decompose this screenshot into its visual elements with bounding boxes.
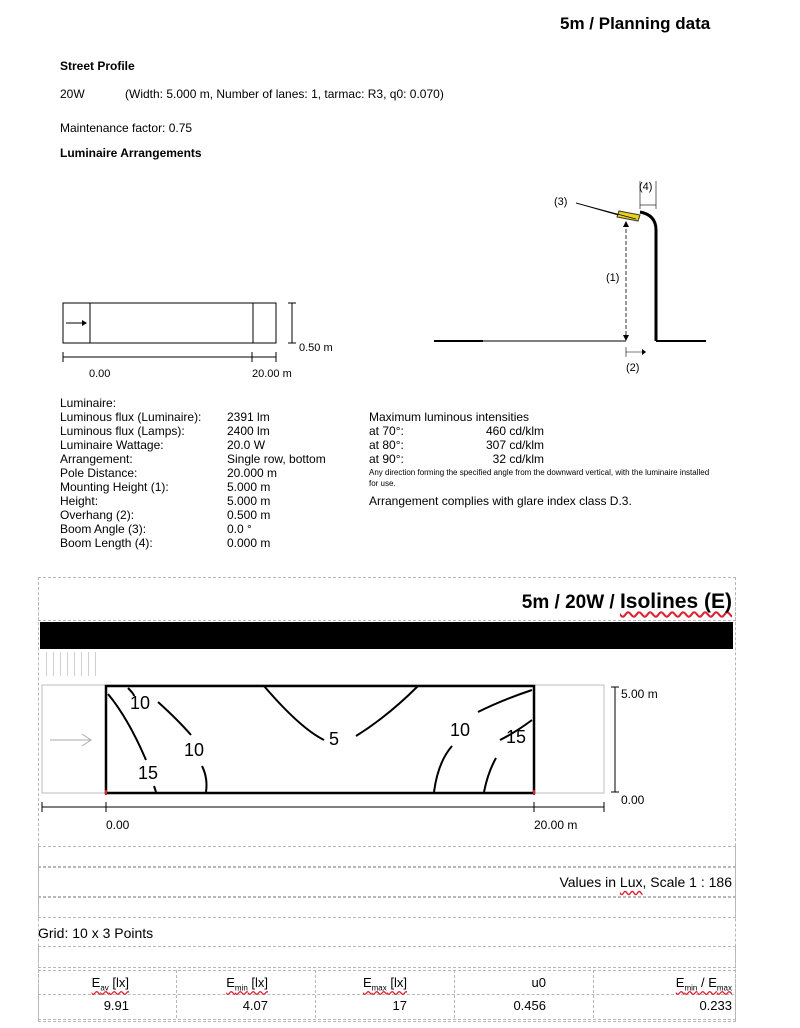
hatch-pattern (40, 652, 100, 676)
stats-col-divider (454, 970, 455, 1018)
boom-length-label: (4) (639, 181, 653, 193)
contour-line (154, 786, 156, 792)
x-end-label: 20.00 m (534, 818, 578, 832)
stats-header-emin: $E_{min}$ [lx] (226, 975, 268, 993)
intensity-label: at 80°: (369, 438, 404, 452)
table-row-label: Mounting Height (1): (60, 480, 169, 494)
length-dimension (63, 352, 276, 362)
stats-value-ratio: 0.233 (699, 998, 732, 1013)
stats-value-u0: 0.456 (513, 998, 546, 1013)
table-row-value: 0.000 m (227, 536, 271, 550)
boom-angle-indicator (576, 203, 636, 219)
table-row-value: 20.000 m (227, 466, 278, 480)
contour-line (484, 758, 496, 792)
length-dimension (42, 802, 604, 812)
x-start-label: 0.00 (106, 818, 130, 832)
contour-line (478, 690, 532, 712)
intensities-title: Maximum luminous intensities (369, 410, 530, 424)
values-caption (559, 874, 732, 890)
intensity-value: 307 cd/klm (485, 438, 544, 452)
intensity-label: at 90°: (369, 452, 404, 466)
arrangements-heading: Luminaire Arrangements (60, 146, 202, 160)
direction-arrow-icon (50, 734, 91, 746)
values-unit: Lux (619, 874, 643, 890)
spacer-row (38, 896, 736, 918)
street-code: 20W (60, 87, 85, 101)
contour-line (202, 766, 207, 792)
stats-col-divider (593, 970, 594, 1018)
table-row-label: Height: (60, 494, 99, 508)
isolines-title-prefix: 5m / 20W / (521, 592, 620, 613)
road-outline (63, 303, 276, 343)
width-label: 0.50 m (299, 342, 333, 354)
redacted-bar (40, 622, 733, 649)
contour-line (158, 702, 191, 735)
values-prefix: Values in (559, 874, 620, 890)
x-start-label: 0.00 (89, 368, 111, 380)
luminaire-title: Luminaire: (60, 396, 117, 410)
y-bottom-label: 0.00 (621, 793, 645, 807)
contour-label: 15 (506, 727, 527, 747)
intensities-block (369, 410, 729, 510)
width-dimension (611, 687, 619, 792)
spacer-row (38, 946, 736, 968)
stats-value-emin: 4.07 (242, 998, 268, 1013)
table-row-value: 20.0 W (227, 438, 266, 452)
mounting-height-dimension (623, 221, 629, 341)
stats-col-divider (176, 970, 177, 1018)
table-row-label: Boom Angle (3): (60, 522, 147, 536)
intensity-value: 32 cd/klm (492, 452, 544, 466)
overhang-dimension (626, 347, 646, 357)
contour-line (434, 746, 452, 792)
luminaire-data-table (60, 396, 360, 556)
values-suffix: , Scale 1 : 186 (642, 874, 732, 890)
table-row-value: 2391 lm (227, 410, 270, 424)
spacer-row (38, 846, 736, 868)
table-row-label: Luminous flux (Lamps): (60, 424, 185, 438)
stats-header-u0: u0 (531, 975, 546, 990)
intensity-label: at 70°: (369, 424, 404, 438)
table-row-value: 5.000 m (227, 494, 271, 508)
mounting-height-label: (1) (606, 272, 620, 284)
overhang-label: (2) (626, 362, 640, 374)
contour-label: 15 (138, 763, 159, 783)
intensity-value: 460 cd/klm (485, 424, 544, 438)
contour-label: 10 (184, 740, 205, 760)
table-row-label: Luminaire Wattage: (60, 438, 164, 452)
grid-info: Grid: 10 x 3 Points (38, 925, 154, 941)
contour-line (356, 686, 418, 736)
table-row-value: 5.000 m (227, 480, 271, 494)
street-details: (Width: 5.000 m, Number of lanes: 1, tarmac: R3, q0: 0.070) (125, 87, 444, 101)
street-profile-heading: Street Profile (60, 59, 135, 73)
contour-label: 10 (450, 720, 471, 740)
table-row-value: 2400 lm (227, 424, 270, 438)
boom-angle-label: (3) (554, 196, 568, 208)
isolines-title (522, 590, 732, 614)
glare-statement: Arrangement complies with glare index class D.3. (369, 494, 632, 508)
direction-arrow-icon (66, 320, 87, 326)
maintenance-factor: Maintenance factor: 0.75 (60, 121, 193, 135)
table-row-value: 0.500 m (227, 508, 271, 522)
stats-value-emax: 17 (392, 998, 407, 1013)
width-dimension (288, 303, 296, 343)
contour-line (264, 686, 324, 740)
page-title: 5m / Planning data (560, 14, 711, 33)
stats-header-eav: $E_{av}$ [lx] (91, 975, 129, 993)
table-row-label: Boom Length (4): (60, 536, 153, 550)
y-top-label: 5.00 m (621, 687, 658, 701)
plan-view-diagram (55, 295, 375, 385)
table-row-value: Single row, bottom (227, 452, 326, 466)
isoline-plot (38, 680, 658, 840)
table-row-label: Pole Distance: (60, 466, 138, 480)
luminaire-head (617, 211, 640, 221)
stats-col-divider (315, 970, 316, 1018)
table-row-value: 0.0 ° (227, 522, 252, 536)
intensities-note: Any direction forming the specified angle from the downward vertical, with the luminaire installed for use. (369, 468, 710, 488)
contour-label: 5 (329, 729, 340, 749)
stats-table-divider (38, 994, 734, 995)
pole-diagram (430, 175, 720, 380)
stats-header-ratio: $E_{min} / E_{max}$ (675, 975, 732, 993)
isolines-title-word: Isolines (E) (619, 590, 732, 613)
table-row-label: Overhang (2): (60, 508, 135, 522)
table-row-label: Arrangement: (60, 452, 133, 466)
table-row-label: Luminous flux (Luminaire): (60, 410, 202, 424)
pole (640, 212, 656, 341)
stats-value-eav: 9.91 (103, 998, 129, 1013)
x-end-label: 20.00 m (252, 368, 292, 380)
contour-label: 10 (130, 693, 151, 713)
stats-header-emax: $E_{max}$ [lx] (362, 975, 407, 993)
